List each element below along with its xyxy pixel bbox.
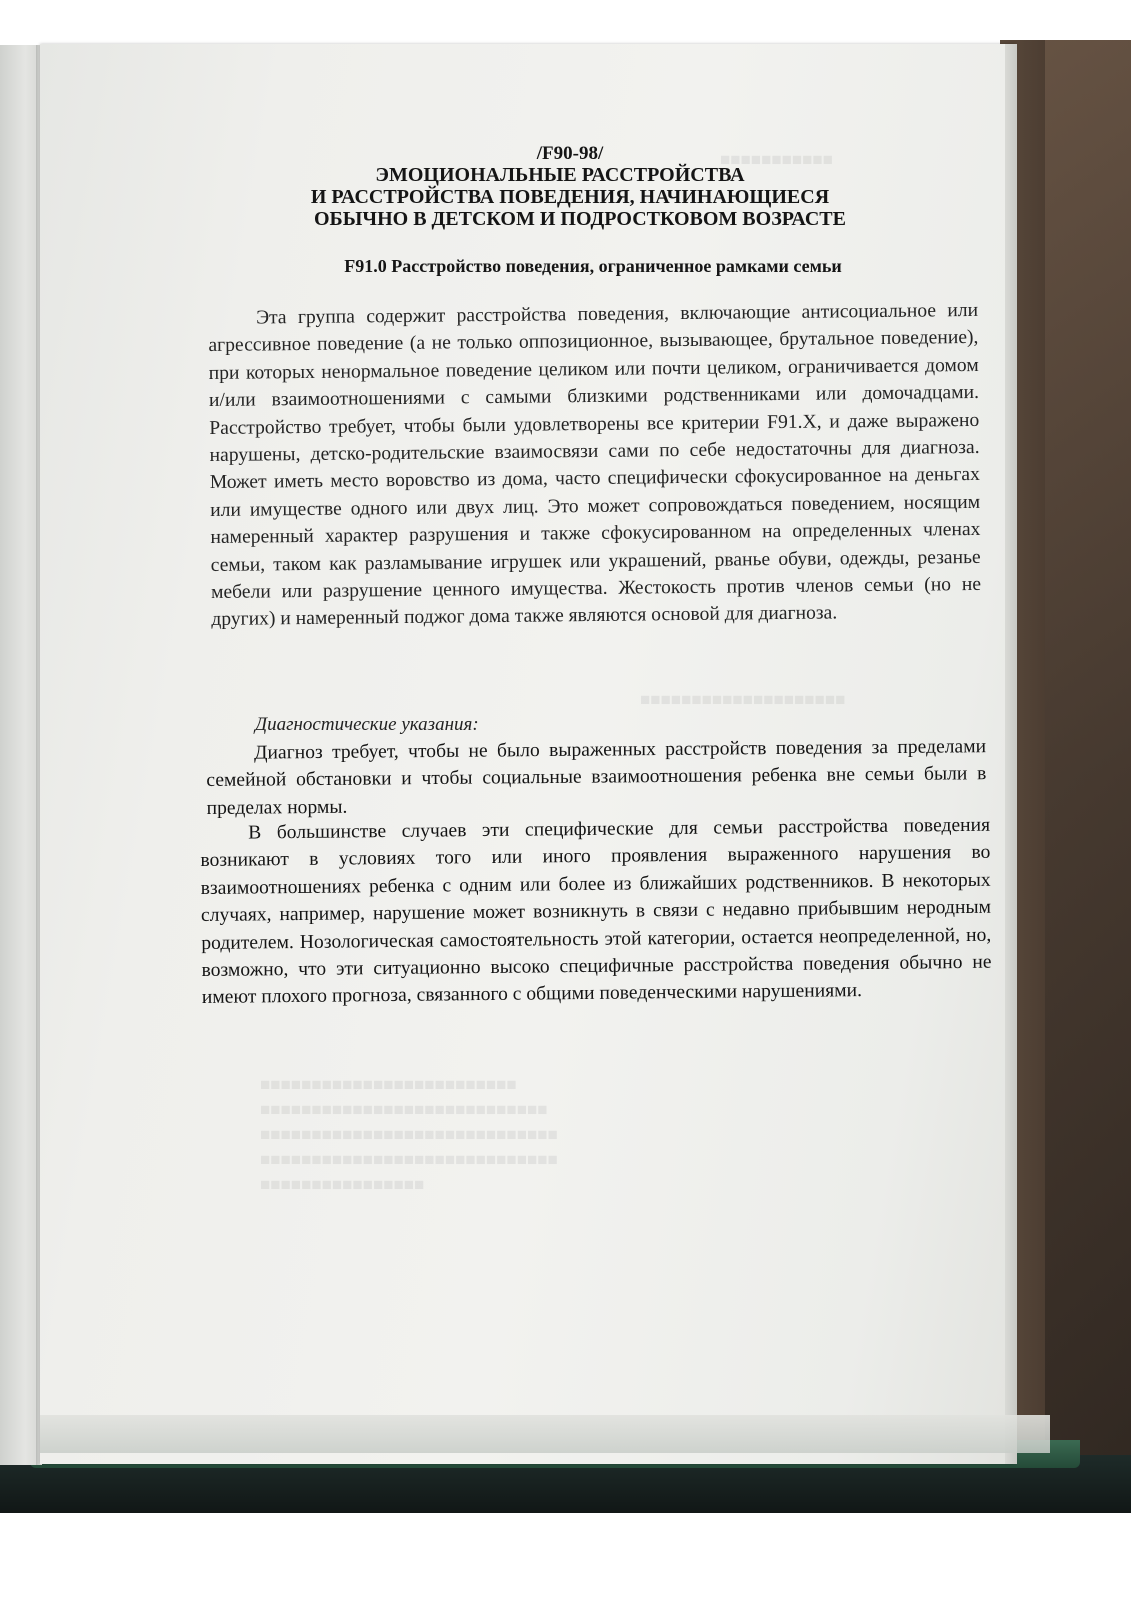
- title-line-2: И РАССТРОЙСТВА ПОВЕДЕНИЯ, НАЧИНАЮЩИЕСЯ: [310, 186, 830, 208]
- bleed-through: ■■■■■■■■■■■■■■■■■■■■■■■■■■■■■: [260, 1125, 558, 1144]
- paragraph-diagnosis: Диагноз требует, чтобы не было выраженных расстройств поведения за пределами семейной обстановки и чтобы социальные взаимоотношения ребенка вне семьи были в пределах нормы.: [206, 736, 987, 819]
- bleed-through: ■■■■■■■■■■■: [720, 150, 833, 169]
- bleed-through: ■■■■■■■■■■■■■■■■■■■■■■■■■■■■■: [260, 1150, 558, 1169]
- bleed-through: ■■■■■■■■■■■■■■■■: [260, 1175, 425, 1194]
- paragraph-prognosis: В большинстве случаев эти специфические для семьи расстройства поведения возникают в условиях того или иного проявления выраженного нарушения во взаимоотношениях ребенка с одним или более из ближайших родственников. В некоторых случаях, например, нарушение может возникнуть в связи с недавно прибывшим неродным родителем. Нозологическая самостоятельность этой категории, остается неопределенной, но, возможно, что эти ситуационно высоко специфичные расстройства поведения обычно не имеют плохого прогноза, связанного с общими поведенческими нарушениями.: [200, 814, 992, 1009]
- diagnostic-heading: Диагностические указания:: [255, 714, 479, 735]
- title-line-3: ОБЫЧНО В ДЕТСКОМ И ПОДРОСТКОВОМ ВОЗРАСТЕ: [313, 208, 846, 230]
- section-subheading: F91.0 Расстройство поведения, ограниченное рамками семьи: [344, 256, 842, 276]
- bleed-through: ■■■■■■■■■■■■■■■■■■■■■■■■■: [260, 1075, 517, 1094]
- section-code: /F90-98/: [536, 143, 604, 164]
- bleed-through: ■■■■■■■■■■■■■■■■■■■■■■■■■■■■: [260, 1100, 548, 1119]
- bleed-through: ■■■■■■■■■■■■■■■■■■■■: [640, 690, 846, 709]
- paragraph-description: Эта группа содержит расстройства поведения, включающие антисоциальное или агрессивное поведение (а не только оппозиционное, вызывающее, брутальное поведение), при которых ненормальное поведение целиком или почти целиком, ограничивается домом и/или взаимоотношениями с самыми близкими родственниками или домочадцами. Расстройство требует, чтобы были удовлетворены все критерии F91.X, и даже выражено нарушены, детско-родительские взаимосвязи сами по себе недостаточны для диагноза. Может иметь место воровство из дома, часто специфически сфокусированное на деньгах или имуществе одного или двух лиц. Это может сопровождаться поведением, носящим намеренный характер разрушения и также сфокусированном на определенных членах семьи, таком как разламывание игрушек или украшений, рванье обуви, одежды, резанье мебели или разрушение ценного имущества. Жестокость против членов семьи (но не других) и намеренный поджог дома также являются основой для диагноза.: [208, 299, 982, 631]
- title-line-1: ЭМОЦИОНАЛЬНЫЕ РАССТРОЙСТВА: [375, 164, 745, 186]
